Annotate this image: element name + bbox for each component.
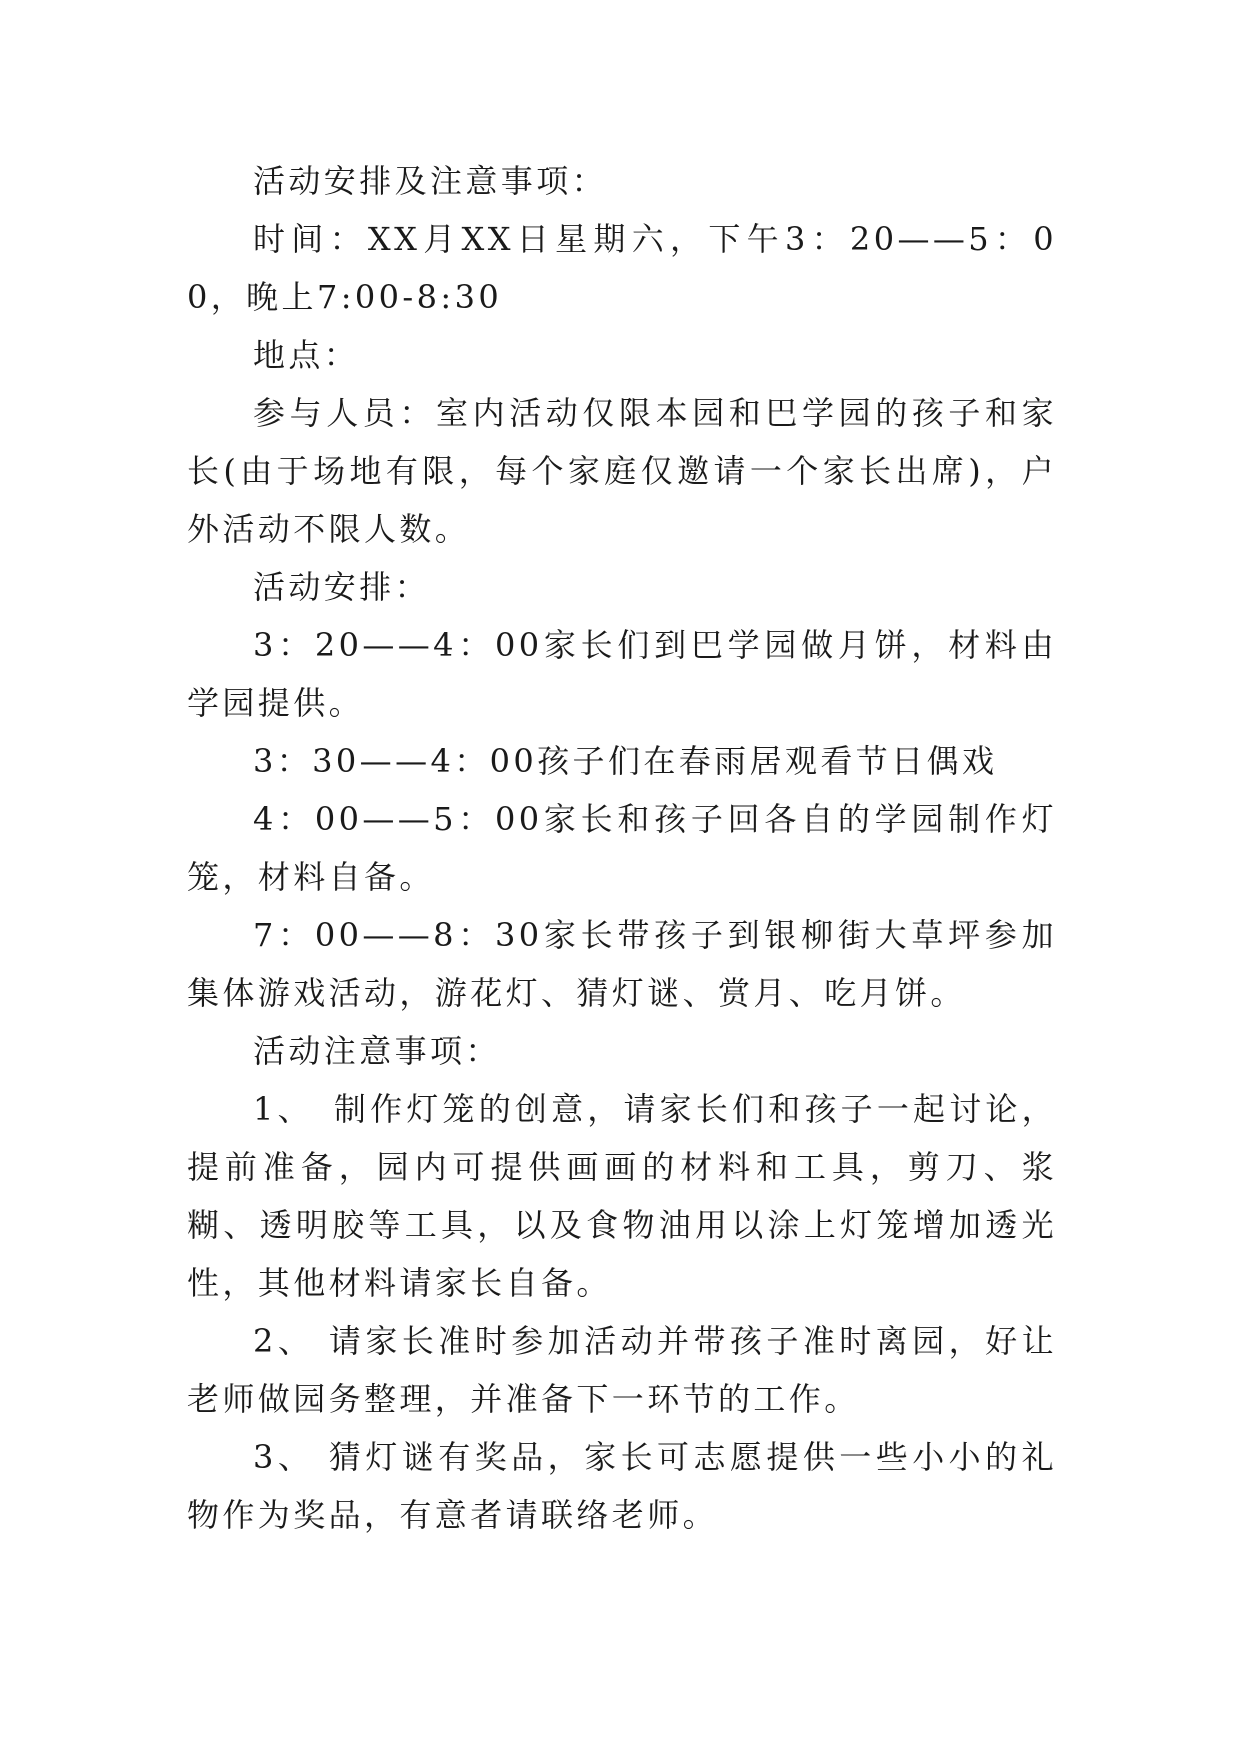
note-item-1: 1、 制作灯笼的创意，请家长们和孩子一起讨论，提前准备，园内可提供画画的材料和工具，剪刀、浆糊、透明胶等工具，以及食物油用以涂上灯笼增加透光性，其他材料请家长自备。 [187, 1090, 1057, 1302]
schedule-item-puppet-show: 3：30——4：00孩子们在春雨居观看节日偶戏 [253, 742, 998, 780]
schedule-item-lanterns: 4：00——5：00家长和孩子回各自的学园制作灯笼，材料自备。 [187, 800, 1057, 896]
note-item-3: 3、 猜灯谜有奖品，家长可志愿提供一些小小的礼物作为奖品，有意者请联络老师。 [187, 1438, 1057, 1534]
section-heading-arrangements: 活动安排及注意事项： [253, 162, 608, 200]
schedule-item-evening-games: 7：00——8：30家长带孩子到银柳街大草坪参加集体游戏活动，游花灯、猜灯谜、赏月、吃月饼。 [187, 916, 1057, 1012]
section-heading-schedule: 活动安排： [253, 568, 431, 606]
event-participants: 参与人员：室内活动仅限本园和巴学园的孩子和家长(由于场地有限，每个家庭仅邀请一个家长出席)，户外活动不限人数。 [187, 394, 1057, 548]
event-time: 时间：XX月XX日星期六，下午3：20——5：00，晚上7:00-8:30 [187, 220, 1057, 316]
event-location: 地点： [253, 336, 360, 374]
section-heading-notes: 活动注意事项： [253, 1032, 501, 1070]
note-item-2: 2、 请家长准时参加活动并带孩子准时离园，好让老师做园务整理，并准备下一环节的工作。 [187, 1322, 1057, 1418]
schedule-item-mooncakes: 3：20——4：00家长们到巴学园做月饼，材料由学园提供。 [187, 626, 1057, 722]
document-body [187, 152, 1057, 1544]
